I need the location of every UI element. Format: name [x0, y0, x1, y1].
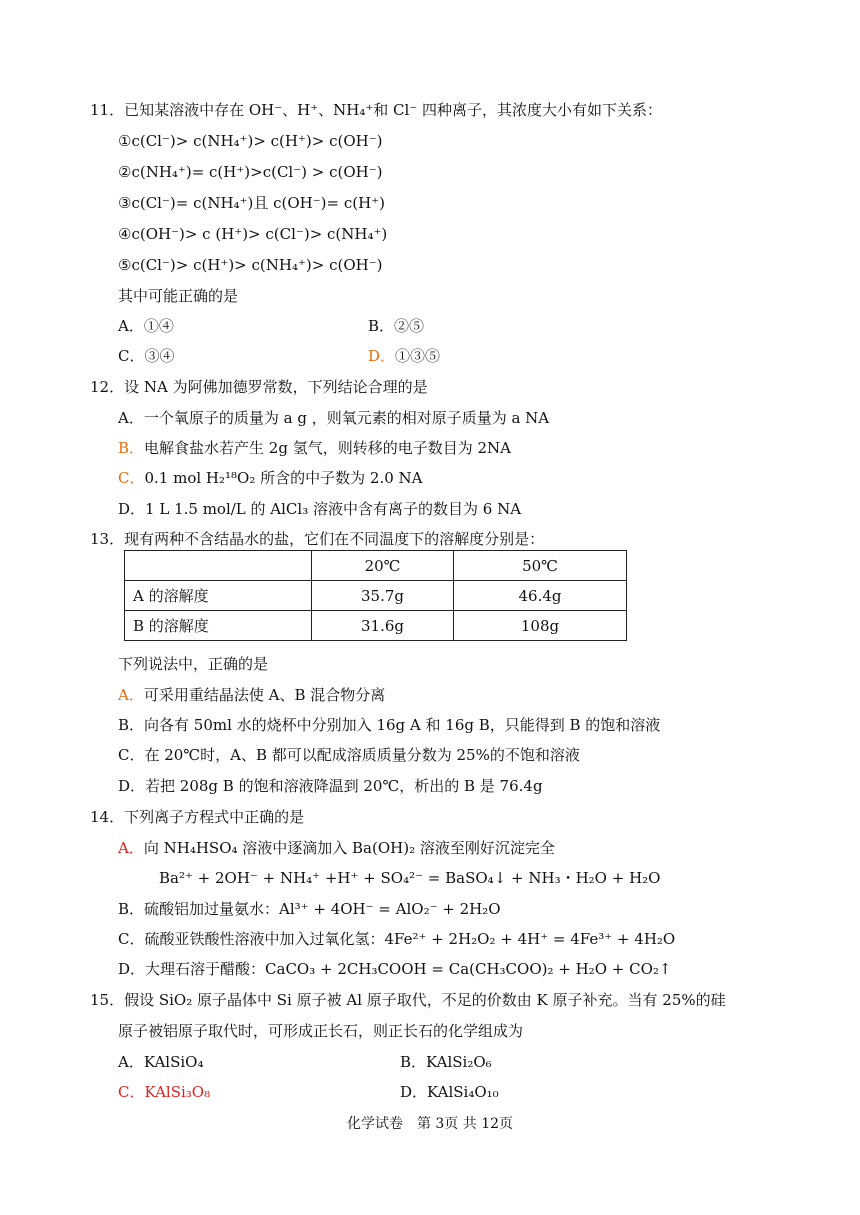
table-header-row — [125, 551, 627, 581]
q14-option-a: A．向 NH₄HSO₄ 溶液中逐滴加入 Ba(OH)₂ 溶液至刚好沉淀完全 — [118, 839, 555, 857]
solubility-table — [124, 550, 627, 641]
q13-stem: 13．现有两种不含结晶水的盐，它们在不同温度下的溶解度分别是： — [90, 530, 545, 548]
q11-prompt: 其中可能正确的是 — [118, 287, 239, 305]
table-cell: A 的溶解度 — [125, 581, 312, 611]
table-cell: B 的溶解度 — [125, 611, 312, 641]
table-header-cell: 50℃ — [454, 551, 627, 581]
q14-equation-a: Ba²⁺ + 2OH⁻ + NH₄⁺ +H⁺ + SO₄²⁻ = BaSO₄↓ + NH₃・H₂O + H₂O — [159, 869, 661, 887]
table-cell: 108g — [454, 611, 627, 641]
q13-option-a: A．可采用重结晶法使 A、B 混合物分离 — [118, 686, 386, 704]
table-row — [125, 581, 627, 611]
answer-marker: A． — [118, 686, 144, 704]
q11-item-5: ⑤c(Cl⁻)> c(H⁺)> c(NH₄⁺)> c(OH⁻) — [118, 256, 383, 274]
table-cell: 35.7g — [312, 581, 454, 611]
q11-option-a: A．①④ — [118, 317, 174, 335]
table-cell: 31.6g — [312, 611, 454, 641]
q14-option-c: C．硫酸亚铁酸性溶液中加入过氧化氢：4Fe²⁺ + 2H₂O₂ + 4H⁺ = 4Fe³⁺ + 4H₂O — [118, 930, 676, 948]
q14-option-b: B．硫酸铝加过量氨水：Al³⁺ + 4OH⁻ = AlO₂⁻ + 2H₂O — [118, 900, 501, 918]
q11-item-4: ④c(OH⁻)> c (H⁺)> c(Cl⁻)> c(NH₄⁺) — [118, 225, 388, 243]
page-footer: 化学试卷 第 3页 共 12页 — [346, 1116, 514, 1132]
q15-option-c: C．KAlSi₃O₈ — [118, 1083, 211, 1101]
q13-option-c: C．在 20℃时，A、B 都可以配成溶质质量分数为 25%的不饱和溶液 — [118, 746, 580, 764]
q13-option-b: B．向各有 50ml 水的烧杯中分别加入 16g A 和 16g B，只能得到 B 的饱和溶液 — [118, 716, 661, 734]
q12-option-b: B．电解食盐水若产生 2g 氢气，则转移的电子数目为 2NA — [118, 439, 511, 457]
q12-option-c: C．0.1 mol H₂¹⁸O₂ 所含的中子数为 2.0 NA — [118, 469, 423, 487]
table-row — [125, 611, 627, 641]
q11-stem: 11．已知某溶液中存在 OH⁻、H⁺、NH₄⁺和 Cl⁻ 四种离子，其浓度大小有如下关系： — [90, 101, 663, 119]
answer-marker: C． — [118, 469, 145, 487]
q14-option-d: D．大理石溶于醋酸：CaCO₃ + 2CH₃COOH = Ca(CH₃COO)₂ + H₂O + CO₂↑ — [118, 960, 672, 978]
q13-prompt: 下列说法中，正确的是 — [118, 655, 269, 673]
q15-stem-line1: 15．假设 SiO₂ 原子晶体中 Si 原子被 Al 原子取代，不足的价数由 K 原子补充。当有 25%的硅 — [90, 991, 726, 1009]
q11-option-b: B．②⑤ — [368, 317, 425, 335]
q14-stem: 14．下列离子方程式中正确的是 — [90, 808, 305, 826]
q15-stem-line2: 原子被铝原子取代时，可形成正长石，则正长石的化学组成为 — [118, 1022, 524, 1040]
q12-stem: 12．设 NA 为阿佛加德罗常数，下列结论合理的是 — [90, 378, 428, 396]
table-header-cell — [125, 551, 312, 581]
q11-item-1: ①c(Cl⁻)> c(NH₄⁺)> c(H⁺)> c(OH⁻) — [118, 132, 383, 150]
q11-option-d: D．①③⑤ — [368, 347, 441, 365]
answer-marker: C． — [118, 1083, 145, 1101]
q15-option-d: D．KAlSi₄O₁₀ — [400, 1083, 499, 1101]
answer-marker: D． — [368, 347, 396, 365]
q15-option-a: A．KAlSiO₄ — [118, 1053, 204, 1071]
q11-item-2: ②c(NH₄⁺)= c(H⁺)>c(Cl⁻) > c(OH⁻) — [118, 163, 383, 181]
q12-option-d: D．1 L 1.5 mol/L 的 AlCl₃ 溶液中含有离子的数目为 6 NA — [118, 500, 522, 518]
q15-option-b: B．KAlSi₂O₆ — [400, 1053, 492, 1071]
q12-option-a: A．一个氧原子的质量为 a g ，则氧元素的相对原子质量为 a NA — [118, 409, 550, 427]
answer-marker: B． — [118, 439, 145, 457]
q13-option-d: D．若把 208g B 的饱和溶液降温到 20℃，析出的 B 是 76.4g — [118, 777, 543, 795]
q11-option-c: C．③④ — [118, 347, 175, 365]
answer-marker: A． — [118, 839, 144, 857]
table-header-cell: 20℃ — [312, 551, 454, 581]
table-cell: 46.4g — [454, 581, 627, 611]
q11-item-3: ③c(Cl⁻)= c(NH₄⁺)且 c(OH⁻)= c(H⁺) — [118, 194, 385, 212]
